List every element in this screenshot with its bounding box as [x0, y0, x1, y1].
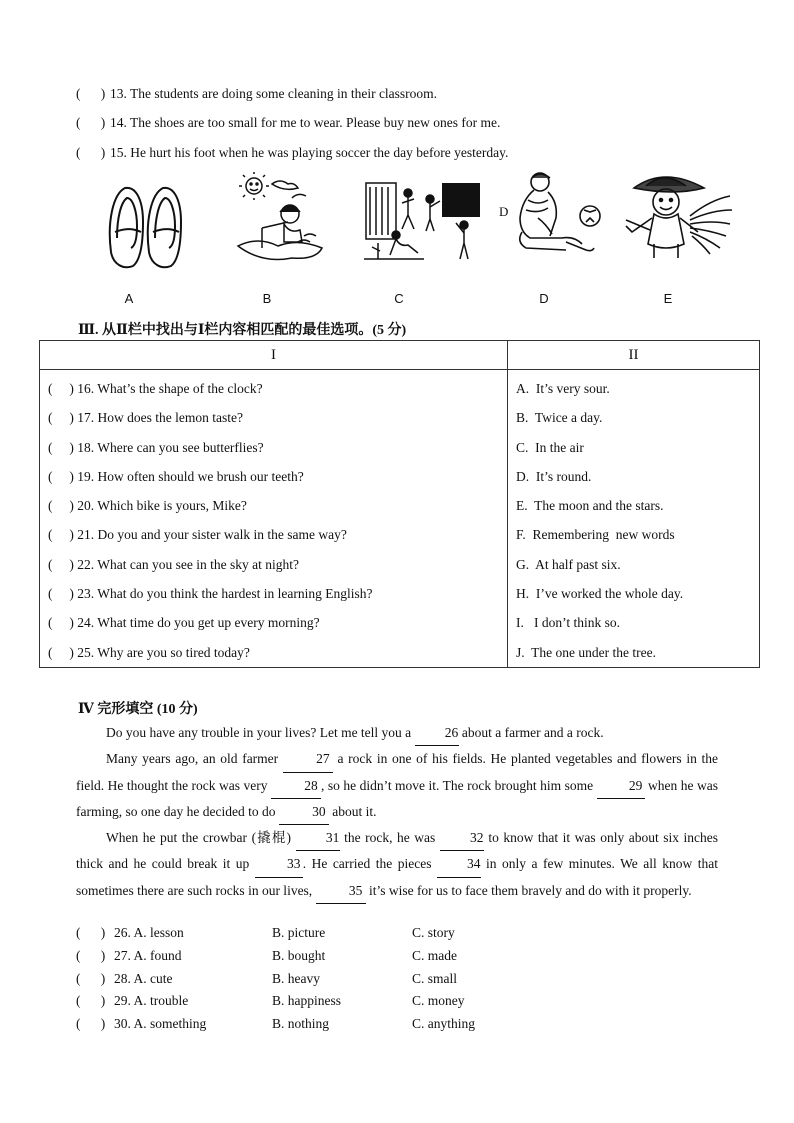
passage-text: a rock in one of his fields. He planted vegetables and flowers in the field. He thought the rock was very	[76, 751, 719, 793]
option-c[interactable]: C. anything	[412, 1016, 475, 1032]
passage-text: Many years ago, an old farmer	[106, 751, 283, 767]
passage-text: , so he didn’t move it. The rock brought him some	[320, 777, 597, 793]
question-text: 13. The students are doing some cleaning in their classroom.	[110, 86, 438, 101]
cloze-options	[76, 922, 576, 1036]
blank-34[interactable]: 34	[437, 851, 481, 877]
matching-table	[39, 340, 760, 668]
left-item[interactable]: ( ) 16. What’s the shape of the clock?	[48, 381, 263, 396]
picture-label-e: E	[663, 291, 673, 306]
right-option: B. Twice a day.	[516, 410, 603, 426]
option-row-29	[76, 990, 576, 1013]
option-b[interactable]: B. picture	[272, 925, 326, 940]
picture-label-b: B	[262, 291, 272, 306]
passage-text: the rock, he was	[339, 830, 440, 846]
answer-paren[interactable]: ( )	[76, 970, 106, 986]
column-1-cell	[40, 370, 508, 668]
column-1-header: I	[40, 341, 508, 370]
answer-paren[interactable]: ( )	[76, 925, 106, 940]
blank-33[interactable]: 33	[255, 851, 303, 877]
classroom-cleaning-icon	[364, 181, 482, 263]
right-option: J. The one under the tree.	[516, 644, 656, 660]
passage-text: when he was farming, so one day he decided to do	[76, 777, 718, 819]
blank-32[interactable]: 32	[440, 825, 484, 851]
question-14	[76, 115, 500, 131]
right-option: H. I’ve worked the whole day.	[516, 586, 684, 602]
right-option: A. It’s very sour.	[516, 381, 610, 396]
question-15	[76, 145, 508, 161]
picture-label-a: A	[124, 291, 134, 306]
kid-fishing-icon	[232, 172, 326, 264]
option-a[interactable]: 29. A. trouble	[114, 993, 189, 1009]
blank-30[interactable]: 30	[279, 799, 329, 825]
left-item[interactable]: ( ) 17. How does the lemon taste?	[48, 410, 243, 426]
option-b[interactable]: B. bought	[272, 947, 326, 963]
option-a[interactable]: 27. A. found	[114, 947, 182, 963]
answer-paren[interactable]: ( )	[76, 947, 106, 963]
passage-text: Do you have any trouble in your lives? Let me tell you a	[106, 725, 415, 740]
answer-paren[interactable]: ( )	[76, 1016, 106, 1032]
right-option: D. It’s round.	[516, 468, 592, 484]
left-item[interactable]: ( ) 20. Which bike is yours, Mike?	[48, 498, 247, 514]
passage-text: When he put the crowbar (撬棍)	[106, 830, 296, 846]
question-13	[76, 86, 437, 102]
option-row-28	[76, 968, 576, 991]
passage-paragraph-3	[76, 825, 718, 904]
left-item[interactable]: ( ) 24. What time do you get up every morning?	[48, 615, 320, 631]
passage-text: to know that it was only about six inches thick and he could break it up	[76, 830, 719, 872]
passage-text: . He carried the pieces	[302, 856, 438, 872]
passage-paragraph-2	[76, 746, 718, 825]
blank-35[interactable]: 35	[316, 878, 366, 904]
picture-label-d: D	[539, 291, 549, 306]
option-c[interactable]: C. story	[412, 925, 455, 940]
farmer-with-broom-icon	[624, 172, 734, 262]
right-option: I. I don’t think so.	[516, 615, 620, 631]
column-2-cell	[508, 370, 760, 668]
right-option: F. Remembering new words	[516, 527, 675, 543]
option-a[interactable]: 28. A. cute	[114, 970, 173, 986]
option-b[interactable]: B. heavy	[272, 970, 320, 986]
left-item[interactable]: ( ) 21. Do you and your sister walk in the same way?	[48, 527, 347, 543]
section-3-title: Ⅲ. 从Ⅱ栏中找出与Ⅰ栏内容相匹配的最佳选项。(5 分)	[78, 323, 407, 338]
blank-26[interactable]: 26	[415, 720, 459, 746]
picture-d-inner-label: D	[499, 204, 509, 219]
blank-31[interactable]: 31	[296, 825, 340, 851]
question-text: 14. The shoes are too small for me to wear. Please buy new ones for me.	[110, 115, 501, 130]
option-row-27	[76, 945, 576, 968]
left-item[interactable]: ( ) 23. What do you think the hardest in learning English?	[48, 586, 373, 602]
picture-label-c: C	[394, 291, 404, 306]
passage-text: about it.	[328, 803, 377, 819]
answer-paren[interactable]: ( )	[76, 145, 106, 160]
option-row-26	[76, 922, 576, 945]
answer-paren[interactable]: ( )	[76, 86, 106, 101]
right-option: C. In the air	[516, 439, 584, 455]
right-option: E. The moon and the stars.	[516, 498, 664, 514]
left-item[interactable]: ( ) 19. How often should we brush our teeth?	[48, 468, 304, 484]
left-item[interactable]: ( ) 18. Where can you see butterflies?	[48, 439, 264, 455]
option-a[interactable]: 26. A. lesson	[114, 925, 184, 940]
question-text: 15. He hurt his foot when he was playing soccer the day before yesterday.	[110, 145, 509, 160]
shoes-icon	[105, 182, 187, 270]
passage-text: about a farmer and a rock.	[458, 725, 604, 740]
option-c[interactable]: C. made	[412, 947, 457, 963]
blank-27[interactable]: 27	[283, 746, 333, 772]
option-b[interactable]: B. happiness	[272, 993, 341, 1009]
column-2-header: II	[508, 341, 760, 370]
option-b[interactable]: B. nothing	[272, 1016, 330, 1032]
right-option: G. At half past six.	[516, 556, 621, 572]
blank-29[interactable]: 29	[597, 773, 645, 799]
passage-text: in only a few minutes. We all know that sometimes there are such rocks in our lives,	[76, 856, 719, 898]
option-c[interactable]: C. money	[412, 993, 465, 1009]
passage-text: it’s wise for us to face them bravely and do with it properly.	[365, 882, 692, 898]
answer-paren[interactable]: ( )	[76, 115, 106, 130]
option-c[interactable]: C. small	[412, 970, 458, 986]
passage-paragraph-1	[76, 720, 718, 746]
section-4-title: Ⅳ 完形填空 (10 分)	[78, 702, 198, 717]
injured-soccer-player-icon	[498, 170, 606, 258]
option-row-30	[76, 1013, 576, 1036]
answer-paren[interactable]: ( )	[76, 993, 106, 1009]
cloze-passage	[76, 720, 718, 904]
blank-28[interactable]: 28	[271, 773, 321, 799]
option-a[interactable]: 30. A. something	[114, 1016, 207, 1032]
left-item[interactable]: ( ) 22. What can you see in the sky at night?	[48, 556, 299, 572]
left-item[interactable]: ( ) 25. Why are you so tired today?	[48, 644, 250, 660]
